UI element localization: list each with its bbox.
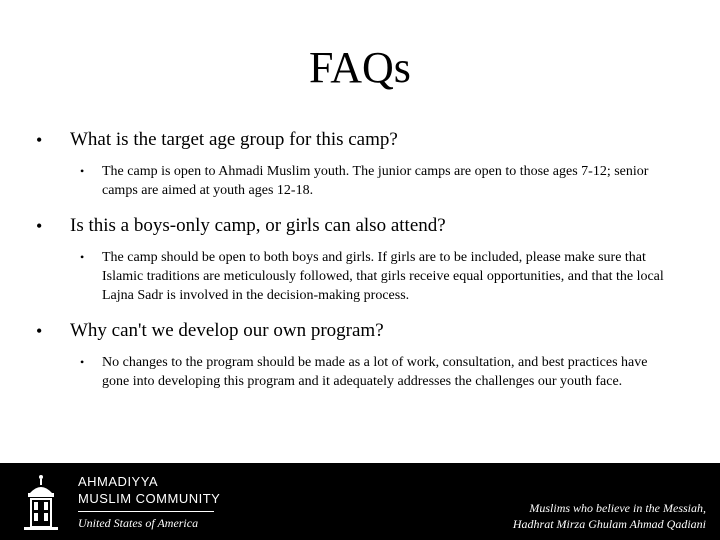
answer-text: No changes to the program should be made as a lot of work, consultation, and best practices have gone into developing this program and it adequately addresses the challenges our youth face. [102, 355, 648, 389]
faq-answer-3 [80, 353, 672, 391]
faq-answer-1 [80, 162, 672, 200]
tagline-line1: Muslims who believe in the Messiah, [529, 501, 706, 515]
answer-text: The camp is open to Ahmadi Muslim youth. The junior camps are open to those ages 7-12; senior camps are aimed at youth ages 12-18. [102, 164, 649, 198]
footer-banner [0, 463, 720, 540]
bullet-icon: • [80, 355, 85, 369]
faq-answer-2 [80, 248, 672, 305]
bullet-icon: • [36, 130, 43, 150]
tagline-line2: Hadhrat Mirza Ghulam Ahmad Qadiani [512, 517, 706, 531]
faq-list [0, 128, 720, 391]
footer-divider [78, 511, 214, 512]
bullet-icon: • [36, 216, 43, 236]
org-name-line2: MUSLIM COMMUNITY [78, 491, 221, 506]
bullet-icon: • [80, 164, 85, 178]
org-country: United States of America [78, 516, 199, 530]
faq-question-3 [36, 319, 690, 343]
org-name-line1: AHMADIYYA [78, 474, 159, 489]
minaret-icon [14, 473, 68, 531]
bullet-icon: • [80, 250, 85, 264]
question-text: What is the target age group for this camp? [70, 129, 398, 150]
answer-text: The camp should be open to both boys and girls. If girls are to be included, please make sure that Islamic traditions are meticulously followed, that girls receive equal opportunities, and that the local Lajna Sadr is involved in the decision-making process. [102, 250, 664, 303]
question-text: Is this a boys-only camp, or girls can also attend? [70, 215, 446, 236]
faq-question-1 [36, 128, 690, 152]
faq-question-2 [36, 214, 690, 238]
bullet-icon: • [36, 321, 43, 341]
slide-title: FAQs [309, 43, 411, 92]
question-text: Why can't we develop our own program? [70, 320, 384, 341]
